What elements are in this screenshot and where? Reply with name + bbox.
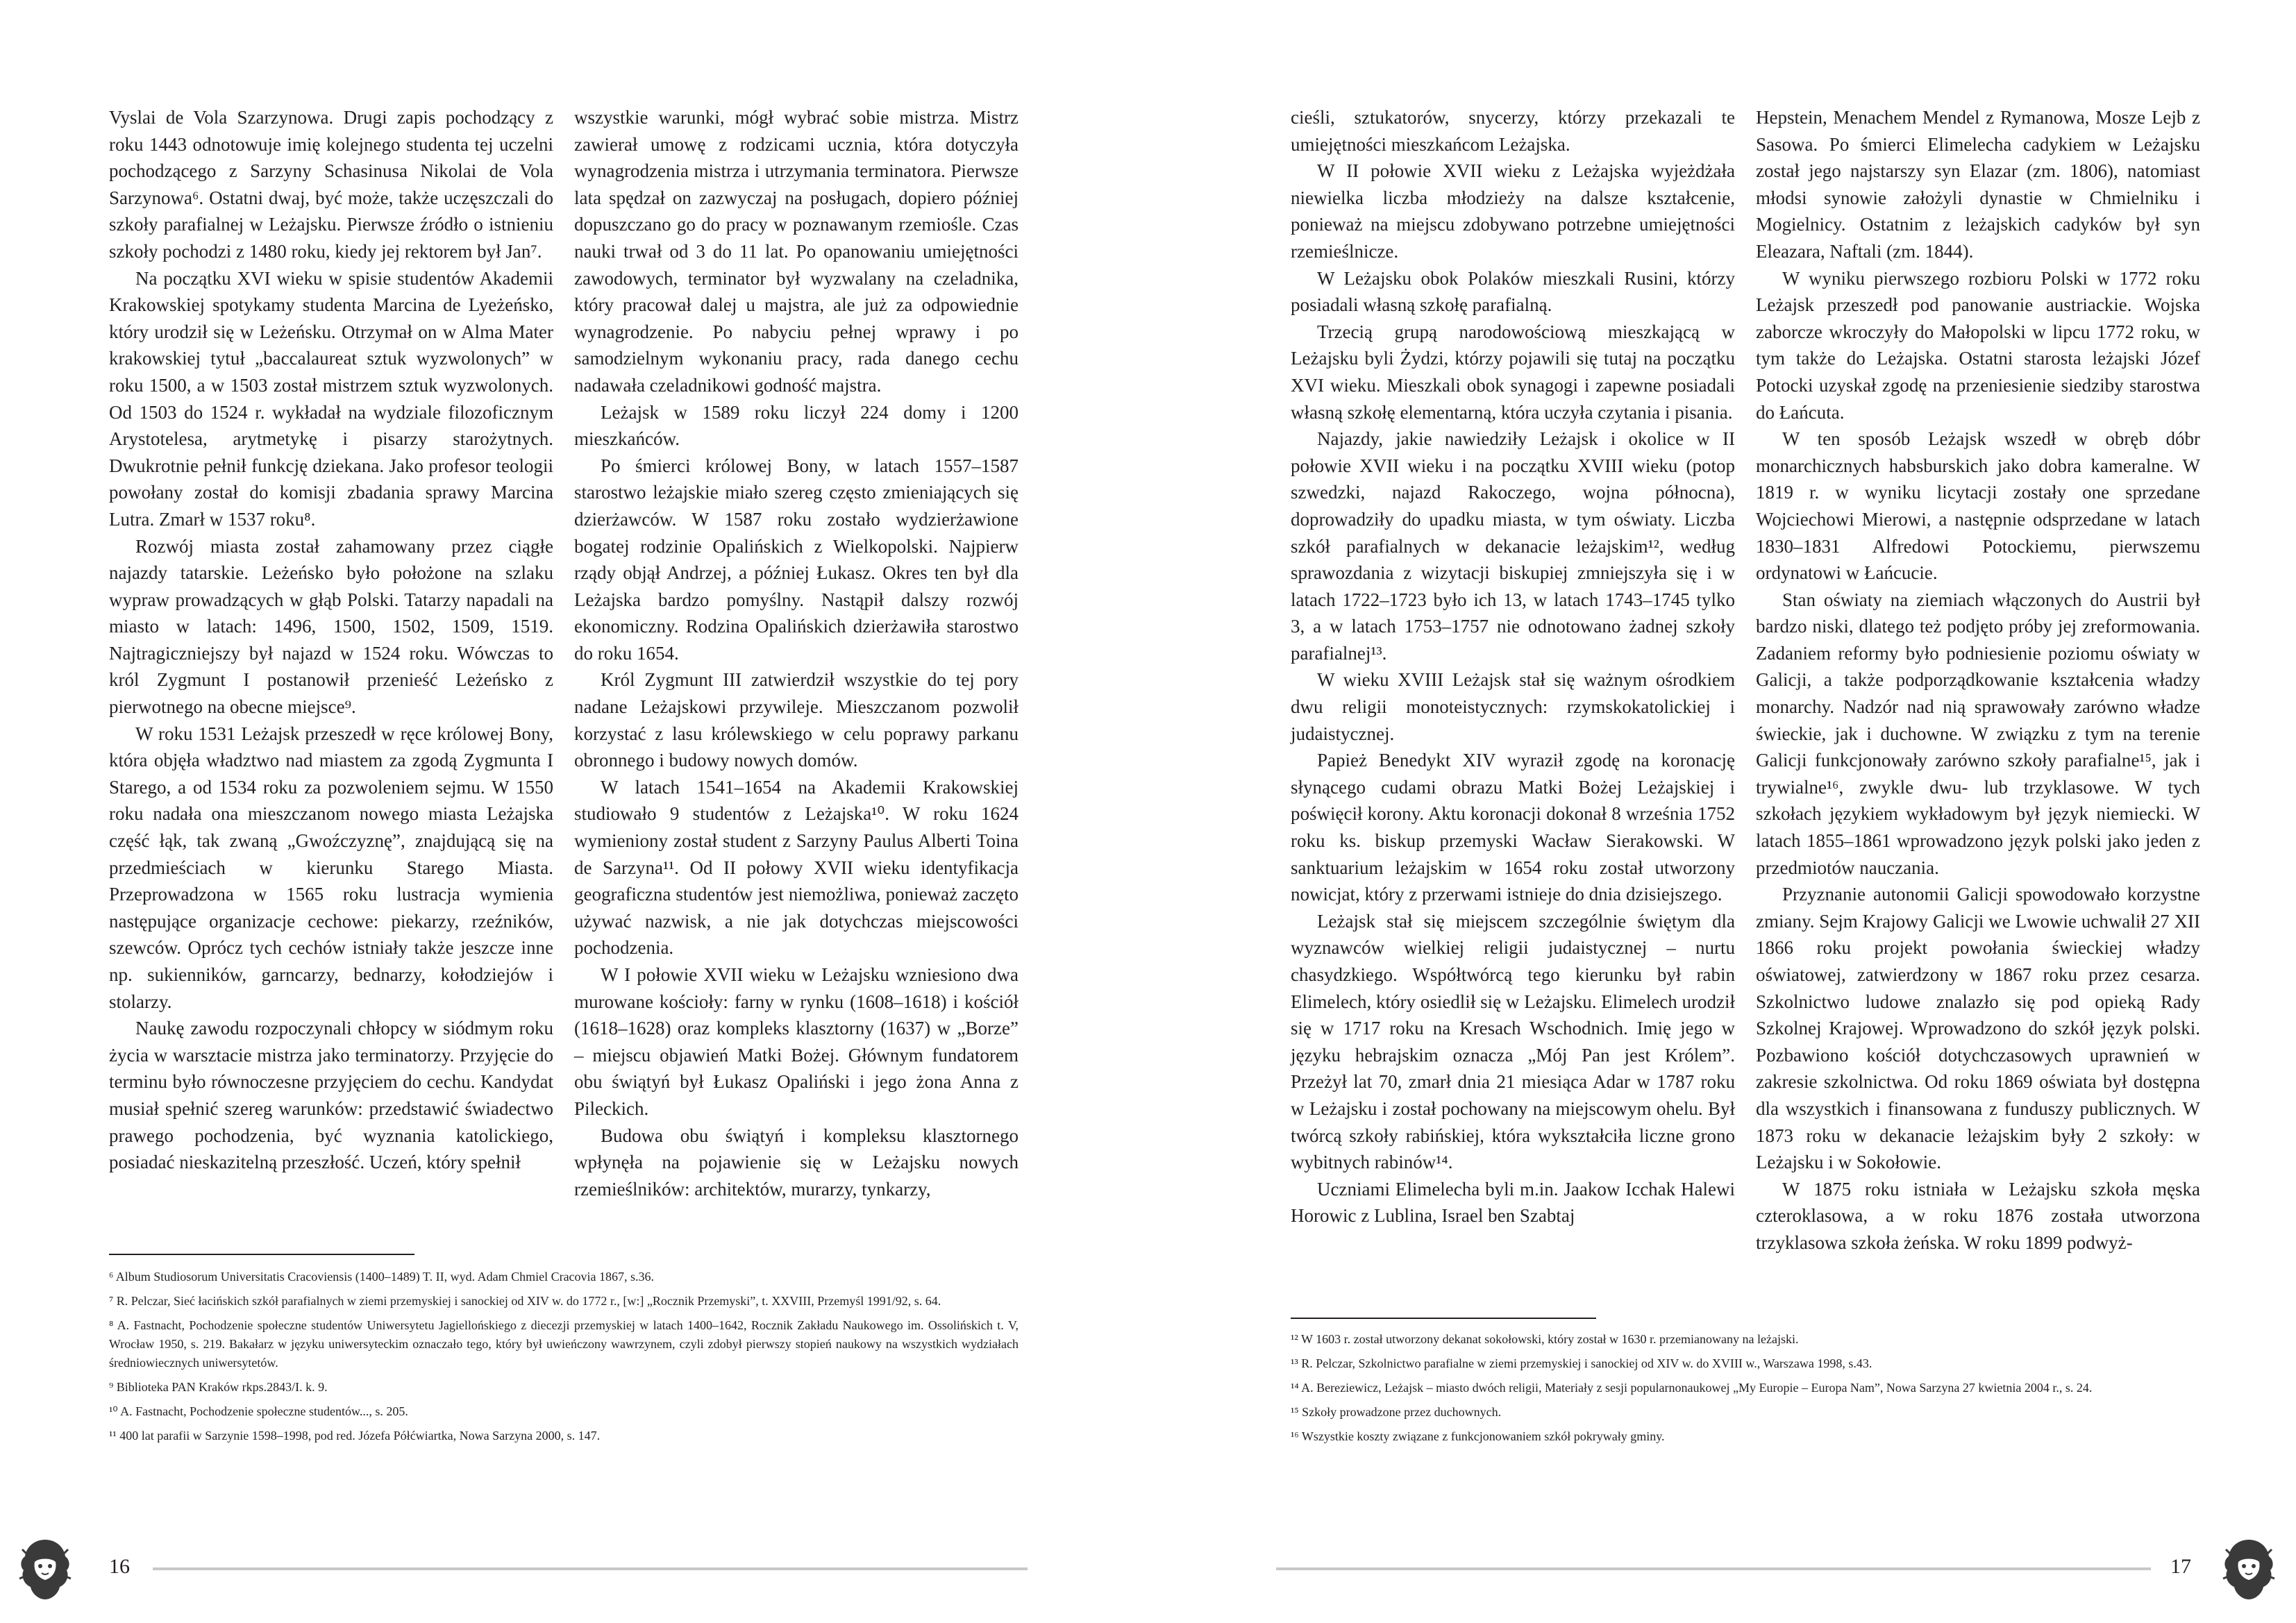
paragraph: Trzecią grupą narodowościową mieszkającą w Leżajsku byli Żydzi, którzy pojawili się tutaj na początku XVI wieku. Mieszkali obok synagogi i zapewne posiadali własną szkołę elementarną, która uczyła czytania i pisania. — [1291, 321, 1735, 423]
paragraph: W I połowie XVII wieku w Leżajsku wzniesiono dwa murowane kościoły: farny w rynku (1608–1618) i kościół (1618–1628) oraz kompleks klasztorny (1637) w „Borze” – miejscu objawień Matki Bożej. Głównym fundatorem obu świątyń był Łukasz Opaliński i jego żona Anna z Pileckich. — [574, 964, 1019, 1119]
lion-crest-icon — [2218, 1534, 2280, 1604]
paragraph: cieśli, sztukatorów, snycerzy, którzy przekazali te umiejętności mieszkańcom Leżajska. — [1291, 107, 1735, 155]
paragraph: Budowa obu świątyń i kompleksu klasztornego wpłynęła na pojawienie się w Leżajsku nowych rzemieślników: architektów, murarzy, tynkarzy, — [574, 1125, 1019, 1200]
footnote: ¹⁴ A. Bereziewicz, Leżajsk – miasto dwóch religii, Materiały z sesji popularnonaukowej „My Europie – Europa Nam”, Nowa Sarzyna 27 kwietnia 2004 r., s. 24. — [1291, 1381, 2093, 1395]
paragraph: W latach 1541–1654 na Akademii Krakowskiej studiowało 9 studentów z Leżajska¹⁰. W roku 1624 wymieniony został student z Sarzyny Paulus Alberti Toina de Sarzyna¹¹. Od II połowy XVII wieku identyfikacja geograficzna studentów jest niemożliwa, ponieważ zaczęto używać nazwisk, a nie jak dotychczas miejscowości pochodzenia. — [574, 776, 1019, 959]
paragraph: W II połowie XVII wieku z Leżajska wyjeżdżała niewielka liczba młodzieży na dalsze kształcenie, ponieważ na miejscu zdobywano potrzebne umiejętności rzemieślnicze. — [1291, 160, 1735, 262]
paragraph: Po śmierci królowej Bony, w latach 1557–1587 starostwo leżajskie miało szereg często zmieniających się dzierżawców. W 1587 roku zostało wydzierżawione bogatej rodzinie Opalińskich z Wielkopolski. Najpierw rządy objął Andrzej, a później Łukasz. Okres ten był dla Leżajska bardzo pomyślny. Nastąpił dalszy rozwój ekonomiczny. Rodzina Opalińskich dzierżawiła starostwo do roku 1654. — [574, 455, 1019, 664]
footnote: ¹² W 1603 r. został utworzony dekanat sokołowski, który został w 1630 r. przemianowany na leżajski. — [1291, 1332, 1799, 1346]
right-column-1 — [1291, 104, 1735, 1229]
paragraph: Vyslai de Vola Szarzynowa. Drugi zapis pochodzący z roku 1443 odnotowuje imię kolejnego studenta tej uczelni pochodzącego z Sarzyny Schasinusa Nikolai de Vola Sarzynowa⁶. Ostatni dwaj, być może, także uczęszczali do szkoły parafialnej w Leżajsku. Pierwsze źródło o istnieniu szkoły pochodzi z 1480 roku, kiedy jej rektorem był Jan⁷. — [109, 107, 553, 262]
footnote: ¹¹ 400 lat parafii w Sarzynie 1598–1998, pod red. Józefa Półćwiartka, Nowa Sarzyna 2000, s. 147. — [109, 1429, 601, 1443]
footnotes — [1291, 1330, 2200, 1452]
paragraph: Król Zygmunt III zatwierdził wszystkie do tej pory nadane Leżajskowi przywileje. Mieszczanom pozwolił korzystać z lasu królewskiego w celu poprawy parkanu obronnego i budowy nowych domów. — [574, 669, 1019, 771]
paragraph: Papież Benedykt XIV wyraził zgodę na koronację słynącego cudami obrazu Matki Bożej Leżajskiej i poświęcił korony. Aktu koronacji dokonał 8 września 1752 roku ks. biskup przemyski Wacław Sierakowski. W sanktuarium leżajskim w 1654 roku został utworzony nowicjat, który z przerwami istnieje do dnia dzisiejszego. — [1291, 750, 1735, 905]
page-number: 17 — [2170, 1555, 2191, 1578]
paragraph: wszystkie warunki, mógł wybrać sobie mistrza. Mistrz zawierał umowę z rodzicami ucznia, która dotyczyła wynagrodzenia mistrza i utrzymania terminatora. Pierwsze lata spędzał on zazwyczaj na posługach, dopiero później dopuszczano go do pracy w poznawanym rzemiośle. Czas nauki trwał od 3 do 11 lat. Po opanowaniu umiejętności zawodowych, terminator był wyzwalany na czeladnika, który pracował dalej u majstra, ale już za odpowiednie wynagrodzenie. Po nabyciu pełnej wprawy i po samodzielnym wykonaniu pracy, rada danego cechu nadawała czeladnikowi godność majstra. — [574, 107, 1019, 396]
paragraph: Leżajsk stał się miejscem szczególnie świętym dla wyznawców wielkiej religii judaistycznej – nurtu chasydzkiego. Współtwórcą tego kierunku był rabin Elimelech, który osiedlił się w Leżajsku. Elimelech urodził się w 1717 roku na Kresach Wschodnich. Imię jego w języku hebrajskim oznacza „Mój Pan jest Królem”. Przeżył lat 70, zmarł dnia 21 miesiąca Adar w 1787 roku w Leżajsku i został pochowany na miejscowym ohelu. Był twórcą szkoły rabińskiej, która wykształciła liczne grono wybitnych rabinów¹⁴. — [1291, 910, 1735, 1173]
paragraph: Przyznanie autonomii Galicji spowodowało korzystne zmiany. Sejm Krajowy Galicji we Lwowie uchwalił 27 XII 1866 roku projekt powołania świeckiej władzy oświatowej, zatwierdzony w 1867 roku przez cesarza. Szkolnictwo ludowe znalazło się pod opieką Rady Szkolnej Krajowej. Wprowadzono do szkół język polski. Pozbawiono kościół dotychczasowych uprawnień w zakresie szkolnictwa. Od roku 1869 oświata był dostępna dla wszystkich i finansowana z funduszy publicznych. W 1873 roku w dekanacie leżajskim były 2 szkoły: w Leżajsku i w Sokołowie. — [1756, 884, 2200, 1173]
footnote-divider — [109, 1254, 414, 1255]
paragraph: W roku 1531 Leżajsk przeszedł w ręce królowej Bony, która objęła władztwo nad miastem za zgodą Zygmunta I Starego, a od 1534 roku za pozwoleniem sejmu. W 1550 roku nadała ona mieszczanom nowego miasta Leżajska część łąk, tak zwaną „Gwoźczyznę”, znajdującą się na przedmieściach w kierunku Starego Miasta. Przeprowadzona w 1565 roku lustracja wymienia następujące organizacje cechowe: piekarzy, rzeźników, szewców. Oprócz tych cechów istniały także jeszcze inne np. sukienników, garncarzy, bednarzy, kołodziejów i stolarzy. — [109, 723, 553, 1012]
right-page — [1148, 0, 2296, 1623]
paragraph: W 1875 roku istniała w Leżajsku szkoła męska czteroklasowa, a w roku 1876 została utworzona trzyklasowa szkoła żeńska. W roku 1899 podwyż- — [1756, 1178, 2200, 1253]
footnote: ¹³ R. Pelczar, Szkolnictwo parafialne w ziemi przemyskiej i sanockiej od XIV w. do XVIII w., Warszawa 1998, s.43. — [1291, 1356, 1872, 1370]
left-column-2 — [574, 104, 1019, 1202]
footnote: ⁹ Biblioteka PAN Kraków rkps.2843/I. k. 9. — [109, 1380, 328, 1394]
footnote: ⁷ R. Pelczar, Sieć łacińskich szkół parafialnych w ziemi przemyskiej i sanockiej od XIV w. do 1772 r., [w:] „Rocznik Przemyski”, t. XXVIII, Przemyśl 1991/92, s. 64. — [109, 1294, 941, 1308]
footer-line — [153, 1567, 1028, 1570]
footnote: ¹⁰ A. Fastnacht, Pochodzenie społeczne studentów..., s. 205. — [109, 1404, 408, 1418]
lion-crest-icon — [14, 1534, 76, 1604]
paragraph: W wieku XVIII Leżajsk stał się ważnym ośrodkiem dwu religii monoteistycznych: rzymskokatolickiej i judaistycznej. — [1291, 669, 1735, 744]
paragraph: Naukę zawodu rozpoczynali chłopcy w siódmym roku życia w warsztacie mistrza jako terminatorzy. Przyjęcie do terminu było równoczesne przyjęciem do cechu. Kandydat musiał spełnić szereg warunków: przedstawić świadectwo prawego pochodzenia, być wyznania katolickiego, posiadać nieskazitelną przeszłość. Uczeń, który spełnił — [109, 1018, 553, 1173]
footer-line — [1276, 1567, 2151, 1570]
paragraph: W Leżajsku obok Polaków mieszkali Rusini, którzy posiadali własną szkołę parafialną. — [1291, 267, 1735, 316]
paragraph: Rozwój miasta został zahamowany przez ciągłe najazdy tatarskie. Leżeńsko było położone na szlaku wypraw prowadzących w głąb Polski. Tatarzy napadali na miasto w latach: 1496, 1500, 1502, 1509, 1519. Najtragiczniejszy był najazd w 1524 roku. Wówczas to król Zygmunt I postanowił przenieść Leżeńsko z pierwotnego na obecne miejsce⁹. — [109, 535, 553, 718]
footnote: ¹⁵ Szkoły prowadzone przez duchownych. — [1291, 1405, 1502, 1419]
footnote-divider — [1291, 1318, 1596, 1319]
paragraph: Na początku XVI wieku w spisie studentów Akademii Krakowskiej spotykamy studenta Marcina de Lyeżeńsko, który urodził się w Leżeńsku. Otrzymał on w Alma Mater krakowskiej tytuł „baccalaureat sztuk wyzwolonych” w roku 1500, a w 1503 został mistrzem sztuk wyzwolonych. Od 1503 do 1524 r. wykładał na wydziale filozoficznym Arystotelesa, arytmetykę i pisarzy starożytnych. Dwukrotnie pełnił funkcję dziekana. Jako profesor teologii powołany został do komisji zbadania sprawy Marcina Lutra. Zmarł w 1537 roku⁸. — [109, 267, 553, 530]
footnote: ¹⁶ Wszystkie koszty związane z funkcjonowaniem szkół pokrywały gminy. — [1291, 1429, 1665, 1443]
footnotes — [109, 1268, 1019, 1451]
footnote: ⁶ Album Studiosorum Universitatis Cracoviensis (1400–1489) T. II, wyd. Adam Chmiel Cracovia 1867, s.36. — [109, 1270, 655, 1284]
page-number: 16 — [109, 1555, 130, 1578]
paragraph: Hepstein, Menachem Mendel z Rymanowa, Mosze Lejb z Sasowa. Po śmierci Elimelecha cadykiem w Leżajsku został jego najstarszy syn Elazar (zm. 1806), natomiast młodsi synowie założyli dynastie w Chmielniku i Mogielnicy. Ostatnim z leżajskich cadyków był syn Eleazara, Naftali (zm. 1844). — [1756, 107, 2200, 262]
paragraph: Stan oświaty na ziemiach włączonych do Austrii był bardzo niski, dlatego też podjęto próby jej zreformowania. Zadaniem reformy było podniesienie poziomu oświaty w Galicji, a także podporządkowanie kształcenia władzy monarchy. Nadzór nad nią sprawowały zarówno władze świeckie, jak i duchowne. W związku z tym na terenie Galicji funkcjonowały zarówno szkoły parafialne¹⁵, jak i trywialne¹⁶, zwykle dwu- lub trzyklasowe. W tych szkołach językiem wykładowym był język niemiecki. W latach 1855–1861 wprowadzono język polski jako jeden z przedmiotów nauczania. — [1756, 589, 2200, 878]
left-column-1 — [109, 104, 553, 1176]
paragraph: W ten sposób Leżajsk wszedł w obręb dóbr monarchicznych habsburskich jako dobra kameralne. W 1819 r. w wyniku licytacji zostały one sprzedane Wojciechowi Mierowi, a następnie odsprzedane w latach 1830–1831 Alfredowi Potockiemu, pierwszemu ordynatowi w Łańcucie. — [1756, 428, 2200, 584]
right-column-2 — [1756, 104, 2200, 1256]
paragraph: W wyniku pierwszego rozbioru Polski w 1772 roku Leżajsk przeszedł pod panowanie austriackie. Wojska zaborcze wkroczyły do Małopolski w lipcu 1772 roku, w tym także do Leżajska. Ostatni starosta leżajski Józef Potocki uzyskał zgodę na przeniesienie siedziby starostwa do Łańcuta. — [1756, 267, 2200, 423]
footnote: ⁸ A. Fastnacht, Pochodzenie społeczne studentów Uniwersytetu Jagiellońskiego z diecezji przemyskiej w latach 1400–1642, Rocznik Zakładu Naukowego im. Ossolińskich t. V, Wrocław 1950, s. 219. Bakałarz w języku uniwersyteckim oznaczało tego, który był uwieńczony wawrzynem, czyli zdobył pierwszy stopień naukowy na wszystkich wydziałach średniowiecznych uniwersytetów. — [109, 1318, 1019, 1370]
paragraph: Najazdy, jakie nawiedziły Leżajsk i okolice w II połowie XVII wieku i na początku XVIII wieku (potop szwedzki, najazd Rakoczego, wojna północna), doprowadziły do upadku miasta, w tym oświaty. Liczba szkół parafialnych w dekanacie leżajskim¹², według sprawozdania z wizytacji biskupiej zmniejszyła się i w latach 1722–1723 było ich 13, w latach 1743–1745 tylko 3, a w latach 1753–1757 nie odnotowano żadnej szkoły parafialnej¹³. — [1291, 428, 1735, 664]
paragraph: Leżajsk w 1589 roku liczył 224 domy i 1200 mieszkańców. — [574, 401, 1019, 450]
paragraph: Uczniami Elimelecha byli m.in. Jaakow Icchak Halewi Horowic z Lublina, Israel ben Szabtaj — [1291, 1178, 1735, 1227]
